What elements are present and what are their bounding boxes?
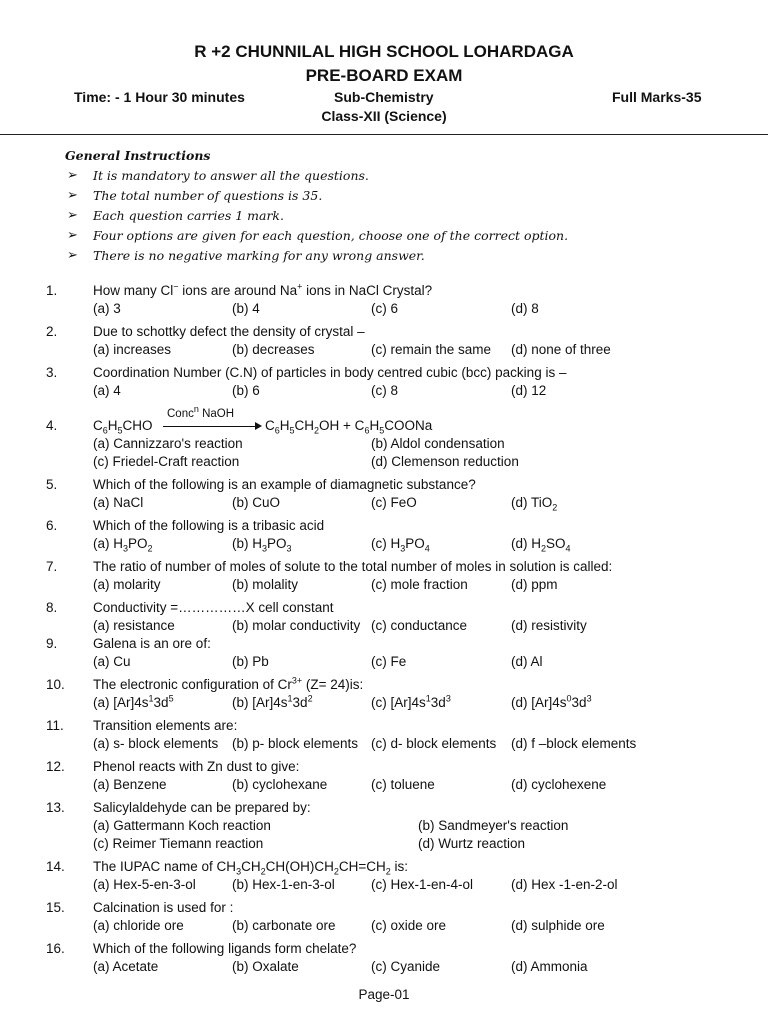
answer-option: (d) cyclohexene [511, 777, 607, 792]
school-name: R +2 CHUNNILAL HIGH SCHOOL LOHARDAGA [194, 42, 574, 61]
arrow-bullet-icon: ➢ [67, 248, 78, 263]
question-number: 3. [46, 365, 58, 380]
answer-option: (a) $[Ar]4s^13d^5$ [93, 693, 174, 710]
answer-option: (a) 4 [93, 383, 121, 398]
answer-option: (d) Al [511, 654, 543, 669]
question-text: Which of the following ligands form chelate? [93, 941, 357, 956]
question-number: 10. [46, 677, 65, 692]
page-number: Page-01 [358, 987, 410, 1002]
answer-option: (a) increases [93, 342, 172, 357]
answer-option: (a) Hex-5-en-3-ol [93, 877, 196, 892]
arrow-bullet-icon: ➢ [67, 168, 78, 183]
instruction-item: ➢ There is no negative marking for any wrong answer. [65, 246, 705, 266]
answer-option: (c) FeO [371, 495, 417, 510]
answer-option: (b) $H_3PO_3$ [232, 536, 292, 554]
question-item [0, 517, 768, 558]
answer-option: (a) Benzene [93, 777, 167, 792]
answer-option: (d) sulphide ore [511, 918, 605, 933]
answer-option: (d) none of three [511, 342, 611, 357]
question-item [0, 899, 768, 940]
question-text: Which of the following is a tribasic acid [93, 518, 325, 533]
question-text: Salicylaldehyde can be prepared by: [93, 800, 311, 815]
reaction-reactant: $C_6H_5CHO$ [93, 418, 153, 436]
question-number: 6. [46, 518, 58, 533]
reaction-reagent: Conc$^n$ NaOH [167, 404, 235, 420]
arrow-bullet-icon: ➢ [67, 208, 78, 223]
question-item [0, 599, 768, 635]
question-item [0, 476, 768, 517]
answer-option: (c) mole fraction [371, 577, 468, 592]
answer-option: (b) Aldol condensation [371, 436, 505, 451]
question-text: Galena is an ore of: [93, 636, 211, 651]
question-item [0, 404, 768, 476]
question-number: 4. [46, 418, 58, 433]
answer-option: (a) Cannizzaro's reaction [93, 436, 243, 451]
question-text: Due to schottky defect the density of crystal – [93, 324, 365, 339]
question-number: 8. [46, 600, 58, 615]
answer-option: (a) molarity [93, 577, 161, 592]
question-number: 12. [46, 759, 65, 774]
question-number: 1. [46, 283, 58, 298]
question-number: 14. [46, 859, 65, 874]
instruction-item: ➢ It is mandatory to answer all the questions. [65, 166, 705, 186]
question-text: The electronic configuration of $Cr^{3+}$ (Z= 24)is: [93, 675, 364, 692]
answer-option: (d) resistivity [511, 618, 587, 633]
answer-option: (a) NaCl [93, 495, 144, 510]
question-text: The ratio of number of moles of solute to the total number of moles in solution is called: [93, 559, 613, 574]
answer-option: (c) Friedel-Craft reaction [93, 454, 240, 469]
answer-option: (b) Oxalate [232, 959, 299, 974]
answer-option: (b) carbonate ore [232, 918, 336, 933]
answer-option: (d) ppm [511, 577, 558, 592]
question-text: Coordination Number (C.N) of particles in body centred cubic (bcc) packing is – [93, 365, 567, 380]
exam-title: PRE-BOARD EXAM [305, 66, 463, 85]
answer-option: (d) $H_2SO_4$ [511, 536, 571, 554]
answer-option: (c) Cyanide [371, 959, 441, 974]
answer-option: (b) Hex-1-en-3-ol [232, 877, 335, 892]
answer-option: (d) Hex -1-en-2-ol [511, 877, 618, 892]
answer-option: (b) 6 [232, 383, 260, 398]
answer-option: (d) TiO$_2$ [511, 495, 558, 513]
answer-option: (b) cyclohexane [232, 777, 328, 792]
answer-option: (c) 8 [371, 383, 398, 398]
question-item [0, 323, 768, 364]
question-item [0, 799, 768, 858]
answer-option: (b) CuO [232, 495, 281, 510]
instruction-item: ➢ The total number of questions is 35. [65, 186, 705, 206]
answer-option: (c) toluene [371, 777, 435, 792]
question-text: Which of the following is an example of diamagnetic substance? [93, 477, 476, 492]
question-item [0, 364, 768, 405]
answer-option: (c) d- block elements [371, 736, 497, 751]
answer-option: (b) Sandmeyer's reaction [418, 818, 569, 833]
instruction-item: ➢ Each question carries 1 mark. [65, 206, 705, 226]
exam-subject: Sub-Chemistry [334, 89, 434, 105]
full-marks: Full Marks-35 [612, 89, 702, 105]
answer-option: (d) Ammonia [511, 959, 588, 974]
question-text: Phenol reacts with Zn dust to give: [93, 759, 300, 774]
answer-option: (b) $[Ar]4s^13d^2$ [232, 693, 313, 710]
exam-class: Class-XII (Science) [321, 108, 447, 124]
answer-option: (d) Wurtz reaction [418, 836, 526, 851]
question-text: The IUPAC name of $CH_3CH_2CH(OH)CH_2CH=CH_2$ is: [93, 859, 409, 877]
answer-option: (c) $[Ar]4s^13d^3$ [371, 693, 451, 710]
exam-time: Time: - 1 Hour 30 minutes [74, 89, 245, 105]
arrow-head-icon [255, 422, 262, 430]
question-number: 5. [46, 477, 58, 492]
answer-option: (b) molar conductivity [232, 618, 361, 633]
reaction-arrow-icon [163, 426, 259, 427]
instructions-title: General Instructions [65, 148, 211, 163]
question-item [0, 282, 768, 323]
arrow-bullet-icon: ➢ [67, 188, 78, 203]
question-item [0, 717, 768, 758]
answer-option: (c) Hex-1-en-4-ol [371, 877, 474, 892]
answer-option: (b) molality [232, 577, 299, 592]
question-number: 16. [46, 941, 65, 956]
question-item [0, 758, 768, 799]
arrow-bullet-icon: ➢ [67, 228, 78, 243]
question-text: How many Cl− ions are around Na+ ions in NaCl Crystal? [93, 281, 433, 298]
answer-option: (c) $H_3PO_4$ [371, 536, 430, 554]
answer-option: (a) 3 [93, 301, 121, 316]
answer-option: (d) $[Ar]4s^03d^3$ [511, 693, 592, 710]
question-item [0, 858, 768, 899]
answer-option: (d) Clemenson reduction [371, 454, 519, 469]
answer-option: (b) p- block elements [232, 736, 359, 751]
answer-option: (a) Acetate [93, 959, 159, 974]
question-number: 7. [46, 559, 58, 574]
question-number: 15. [46, 900, 65, 915]
question-number: 11. [46, 718, 64, 733]
answer-option: (a) $H_3PO_2$ [93, 536, 153, 554]
header-divider [0, 134, 768, 135]
answer-option: (a) chloride ore [93, 918, 184, 933]
answer-option: (a) Cu [93, 654, 131, 669]
question-number: 9. [46, 636, 58, 651]
answer-option: (c) conductance [371, 618, 468, 633]
answer-option: (d) f –block elements [511, 736, 637, 751]
question-item [0, 635, 768, 676]
answer-option: (a) resistance [93, 618, 175, 633]
answer-option: (d) 8 [511, 301, 539, 316]
answer-option: (a) s- block elements [93, 736, 219, 751]
instruction-item: ➢ Four options are given for each question, choose one of the correct option. [65, 226, 705, 246]
answer-option: (c) oxide ore [371, 918, 447, 933]
general-instructions [65, 146, 705, 266]
answer-option: (b) Pb [232, 654, 269, 669]
question-number: 2. [46, 324, 58, 339]
answer-option: (b) decreases [232, 342, 315, 357]
answer-option: (c) 6 [371, 301, 398, 316]
answer-option: (c) Reimer Tiemann reaction [93, 836, 264, 851]
question-number: 13. [46, 800, 65, 815]
reaction-product: $C_6H_5CH_2OH$ + $C_6H_5COONa$ [265, 418, 433, 436]
question-text: Conductivity =……………X cell constant [93, 600, 334, 615]
question-item [0, 558, 768, 599]
answer-option: (b) 4 [232, 301, 260, 316]
question-item [0, 940, 768, 981]
question-list [0, 282, 768, 981]
answer-option: (c) remain the same [371, 342, 492, 357]
question-item [0, 676, 768, 717]
question-text: Calcination is used for : [93, 900, 234, 915]
question-text: Transition elements are: [93, 718, 238, 733]
answer-option: (d) 12 [511, 383, 547, 398]
answer-option: (a) Gattermann Koch reaction [93, 818, 271, 833]
answer-option: (c) Fe [371, 654, 407, 669]
